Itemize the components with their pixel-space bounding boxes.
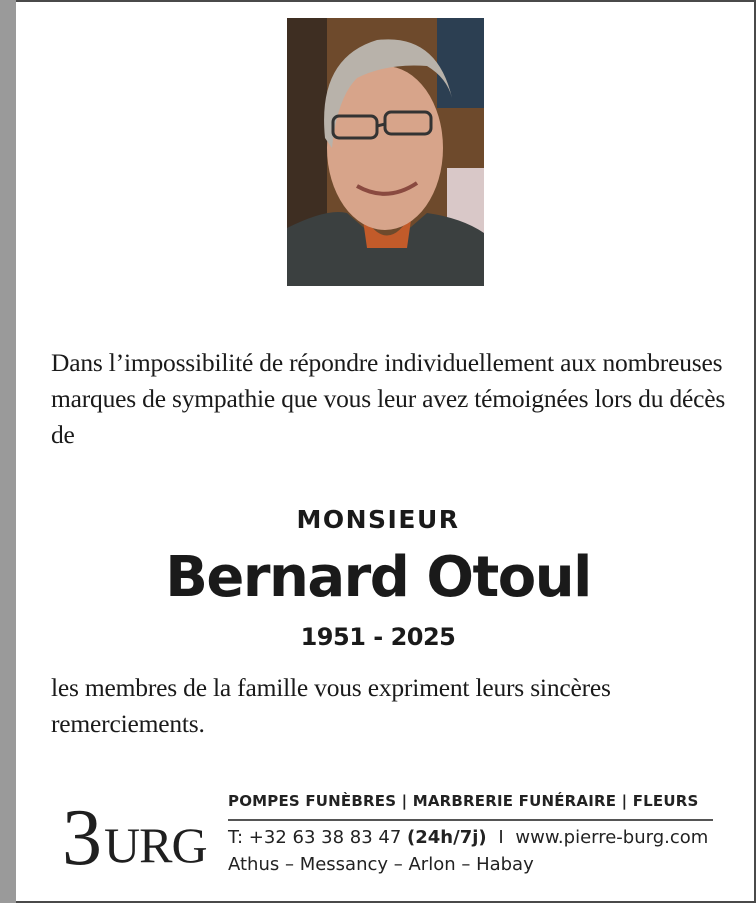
top-border [16,0,756,2]
intro-text: Dans l’impossibilité de répondre individuellement aux nombreuses marques de sympathie que vous leur avez témoignées lors du décès de [51,348,726,449]
honorific: MONSIEUR [296,505,460,534]
services-line: POMPES FUNÈBRES | MARBRERIE FUNÉRAIRE | FLEURS [228,792,699,810]
closing-text: les membres de la famille vous expriment leurs sincères remerciements. [51,673,611,738]
hours: (24h/7j) [407,826,487,848]
portrait-illustration [287,18,484,286]
svg-text:URG: URG [104,817,207,872]
website-link[interactable]: www.pierre-burg.com [515,826,709,848]
footer-divider [228,819,713,821]
phone-number[interactable]: T: +32 63 38 83 47 [228,826,402,848]
contact-line [228,827,713,848]
life-dates: 1951 - 2025 [300,623,456,651]
deceased-name: Bernard Otoul [165,545,591,610]
portrait-photo [287,18,484,286]
funeral-home-info [228,792,713,875]
burg-logo [62,796,212,872]
contact-separator: I [498,826,504,848]
towns-line: Athus – Messancy – Arlon – Habay [228,853,534,875]
svg-text:3: 3 [62,796,102,872]
left-border [0,0,16,903]
